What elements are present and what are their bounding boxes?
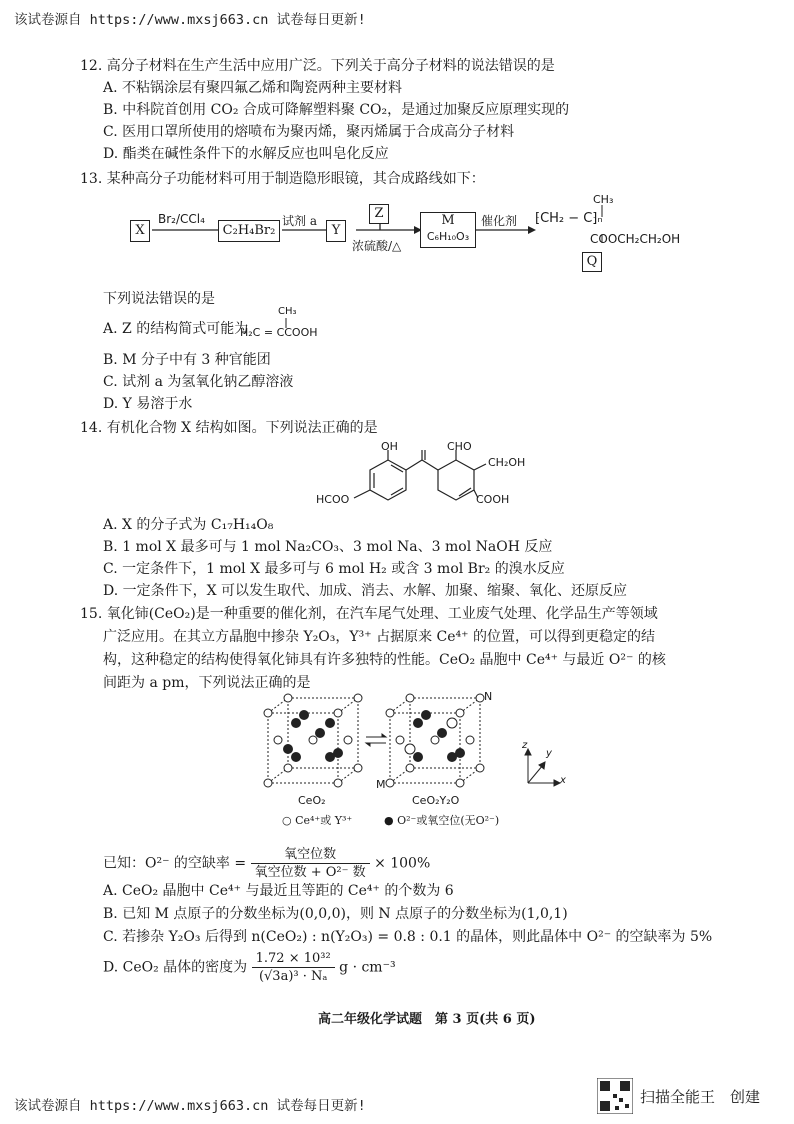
q12-option-c: C. 医用口罩所使用的熔喷布为聚丙烯，聚丙烯属于合成高分子材料 [103,124,515,140]
q14-option-a: A. X 的分子式为 C₁₇H₁₄O₈ [103,517,274,533]
q14-option-d: D. 一定条件下，X 可以发生取代、加成、消去、水解、加聚、缩聚、氧化、还原反应 [103,583,628,599]
bottom-watermark: 该试卷源自 https://www.mxsj663.cn 试卷每日更新! [14,1098,366,1114]
x-label-oh: OH [381,440,398,453]
scanner-brand: 扫描全能王 创建 [640,1088,761,1106]
q14-stem: 14. 有机化合物 X 结构如图。下列说法正确的是 [80,420,378,436]
reagent-br2: Br₂/CCl₄ [158,212,205,226]
q15-option-c: C. 若掺杂 Y₂O₃ 后得到 n(CeO₂) : n(Y₂O₃) = 0.8 : 0.1 的晶体，则此晶体中 O²⁻ 的空缺率为 5% [103,929,713,945]
vacancy-numerator: 氧空位数 [251,846,370,864]
axis-x: x [560,775,566,786]
q13-option-c: C. 试剂 a 为氢氧化钠乙醇溶液 [103,374,294,390]
z-structure: H₂C = CCOOH [240,326,318,339]
catalyst-label: 催化剂 [481,214,518,228]
m-formula: C₆H₁₀O₃ [426,230,470,243]
density-denominator: (√3a)³ · Nₐ [258,969,328,984]
z-structure-ch3: CH₃ [278,306,297,317]
box-m [420,212,476,248]
q15-option-a: A. CeO₂ 晶胞中 Ce⁴⁺ 与最近且等距的 Ce⁴⁺ 的个数为 6 [103,883,454,899]
box-x: X [130,220,150,242]
q15-option-d [103,950,396,985]
polymer-ester: COOCH₂CH₂OH [590,232,681,246]
q13-option-b: B. M 分子中有 3 种官能团 [103,352,271,368]
x-label-hcoo: HCOO [316,493,350,506]
q13-prompt: 下列说法错误的是 [103,291,215,307]
x-label-cooh: COOH [476,493,510,506]
x-label-cho: CHO [447,440,472,453]
q15-stem-line4: 间距为 a pm，下列说法正确的是 [103,675,311,691]
vacancy-suffix: × 100% [374,855,431,872]
density-unit: g · cm⁻³ [339,959,396,976]
top-watermark: 该试卷源自 https://www.mxsj663.cn 试卷每日更新! [14,12,366,28]
box-z: Z [369,204,389,224]
density-fraction [252,950,335,985]
condition-h2so4: 浓硫酸/△ [352,239,402,253]
point-n-label: N [484,690,493,703]
x-label-ch2oh: CH₂OH [488,456,526,469]
q13-stem: 13. 某种高分子功能材料可用于制造隐形眼镜，其合成路线如下： [80,171,485,187]
axis-z: z [522,740,528,751]
q15-stem-line1: 15. 氧化铈(CeO₂)是一种重要的催化剂，在汽车尾气处理、工业废气处理、化学品生产等领域 [80,606,658,622]
q13-option-a: A. Z 的结构简式可能为 [103,321,249,337]
polymer-ch3: CH₃ [593,193,614,206]
polymer-chain: ⁅CH₂ − C⁆ₙ [535,211,603,226]
q14-option-b: B. 1 mol X 最多可与 1 mol Na₂CO₃、3 mol Na、3 mol NaOH 反应 [103,539,553,555]
legend-anion: ● O²⁻或氧空位(无O²⁻) [384,814,500,827]
q14-option-c: C. 一定条件下，1 mol X 最多可与 6 mol H₂ 或含 3 mol Br₂ 的溴水反应 [103,561,565,577]
axis-y: y [546,748,552,759]
cell-label-left: CeO₂ [298,794,326,807]
option-d-prefix: D. CeO₂ 晶体的密度为 [103,959,248,976]
density-numerator: 1.72 × 10³² [252,950,335,968]
vacancy-fraction [251,846,370,881]
legend-cation: ○ Ce⁴⁺或 Y³⁺ [282,814,353,827]
z-bond [284,318,288,328]
q12-option-b: B. 中科院首创用 CO₂ 合成可降解塑料聚 CO₂，是通过加聚反应原理实现的 [103,102,570,118]
m-label: M [441,213,455,228]
q15-stem-line3: 构，这种稳定的结构使得氧化铈具有许多独特的性能。CeO₂ 晶胞中 Ce⁴⁺ 与最近 O²⁻ 的核 [103,652,666,668]
reagent-a: 试剂 a [282,214,317,228]
q13-option-d: D. Y 易溶于水 [103,396,193,412]
q12-option-a: A. 不粘锅涂层有聚四氟乙烯和陶瓷两种主要材料 [103,80,403,96]
vacancy-definition [103,846,430,881]
point-m-label: M [376,778,386,791]
q12-option-d: D. 酯类在碱性条件下的水解反应也叫皂化反应 [103,146,389,162]
qr-code-icon [597,1078,633,1114]
box-c2h4br2: C₂H₄Br₂ [218,220,280,242]
vacancy-denominator: 氧空位数 + O²⁻ 数 [254,865,366,880]
q12-stem: 12. 高分子材料在生产生活中应用广泛。下列关于高分子材料的说法错误的是 [80,58,555,74]
q15-option-b: B. 已知 M 点原子的分数坐标为(0,0,0)，则 N 点原子的分数坐标为(1,0,1) [103,906,568,922]
box-y: Y [326,220,346,242]
page-footer: 高二年级化学试题 第 3 页(共 6 页) [318,1012,536,1027]
vacancy-prefix: 已知：O²⁻ 的空缺率 = [103,855,247,872]
q15-stem-line2: 广泛应用。在其立方晶胞中掺杂 Y₂O₃，Y³⁺ 占据原来 Ce⁴⁺ 的位置，可以得到更稳定的结 [103,629,655,645]
cell-label-right: CeO₂Y₂O [412,794,460,807]
box-q: Q [582,252,602,272]
